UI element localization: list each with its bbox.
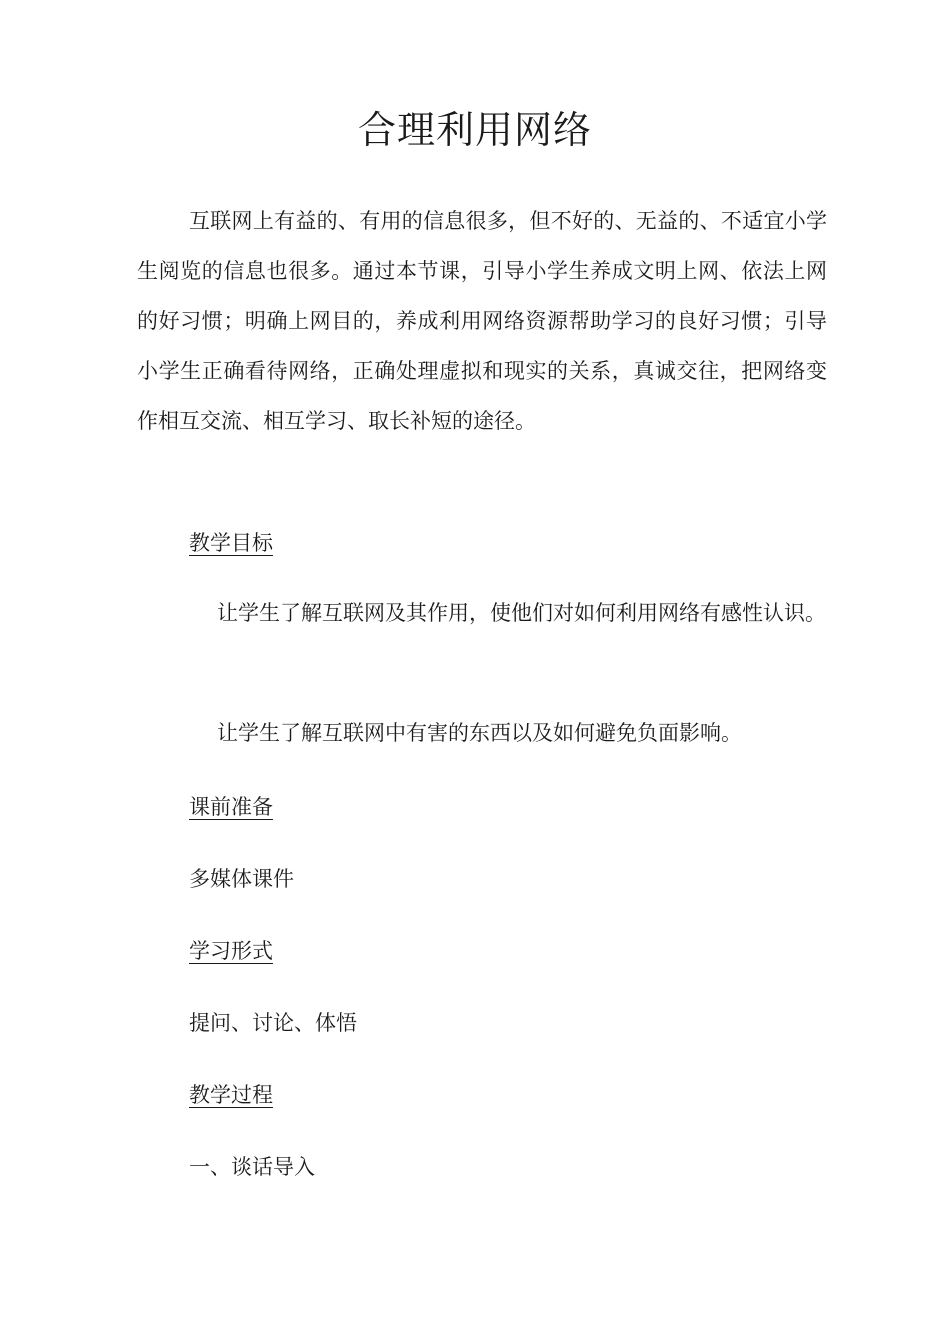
preparation-content: 多媒体课件 (189, 867, 294, 891)
goal-item-1: 让学生了解互联网及其作用，使他们对如何利用网络有感性认识。 (217, 601, 826, 625)
section-heading-preparation: 课前准备 (189, 795, 273, 819)
section-heading-form: 学习形式 (189, 939, 273, 963)
form-content: 提问、讨论、体悟 (189, 1011, 357, 1035)
document-title: 合理利用网络 (357, 108, 592, 152)
section-heading-goals: 教学目标 (189, 531, 273, 555)
process-step-1: 一、谈话导入 (189, 1155, 315, 1179)
goal-item-2: 让学生了解互联网中有害的东西以及如何避免负面影响。 (217, 721, 742, 745)
intro-paragraph: 互联网上有益的、有用的信息很多，但不好的、无益的、不适宜小学生阅览的信息也很多。通过本节课，引导小学生养成文明上网、依法上网的好习惯；明确上网目的，养成利用网络资源帮助学习的良好习惯；引导小学生正确看待网络，正确处理虚拟和现实的关系，真诚交往，把网络变作相互交流、相互学习、取长补短的途径。 (137, 209, 827, 433)
section-heading-process: 教学过程 (189, 1083, 273, 1107)
